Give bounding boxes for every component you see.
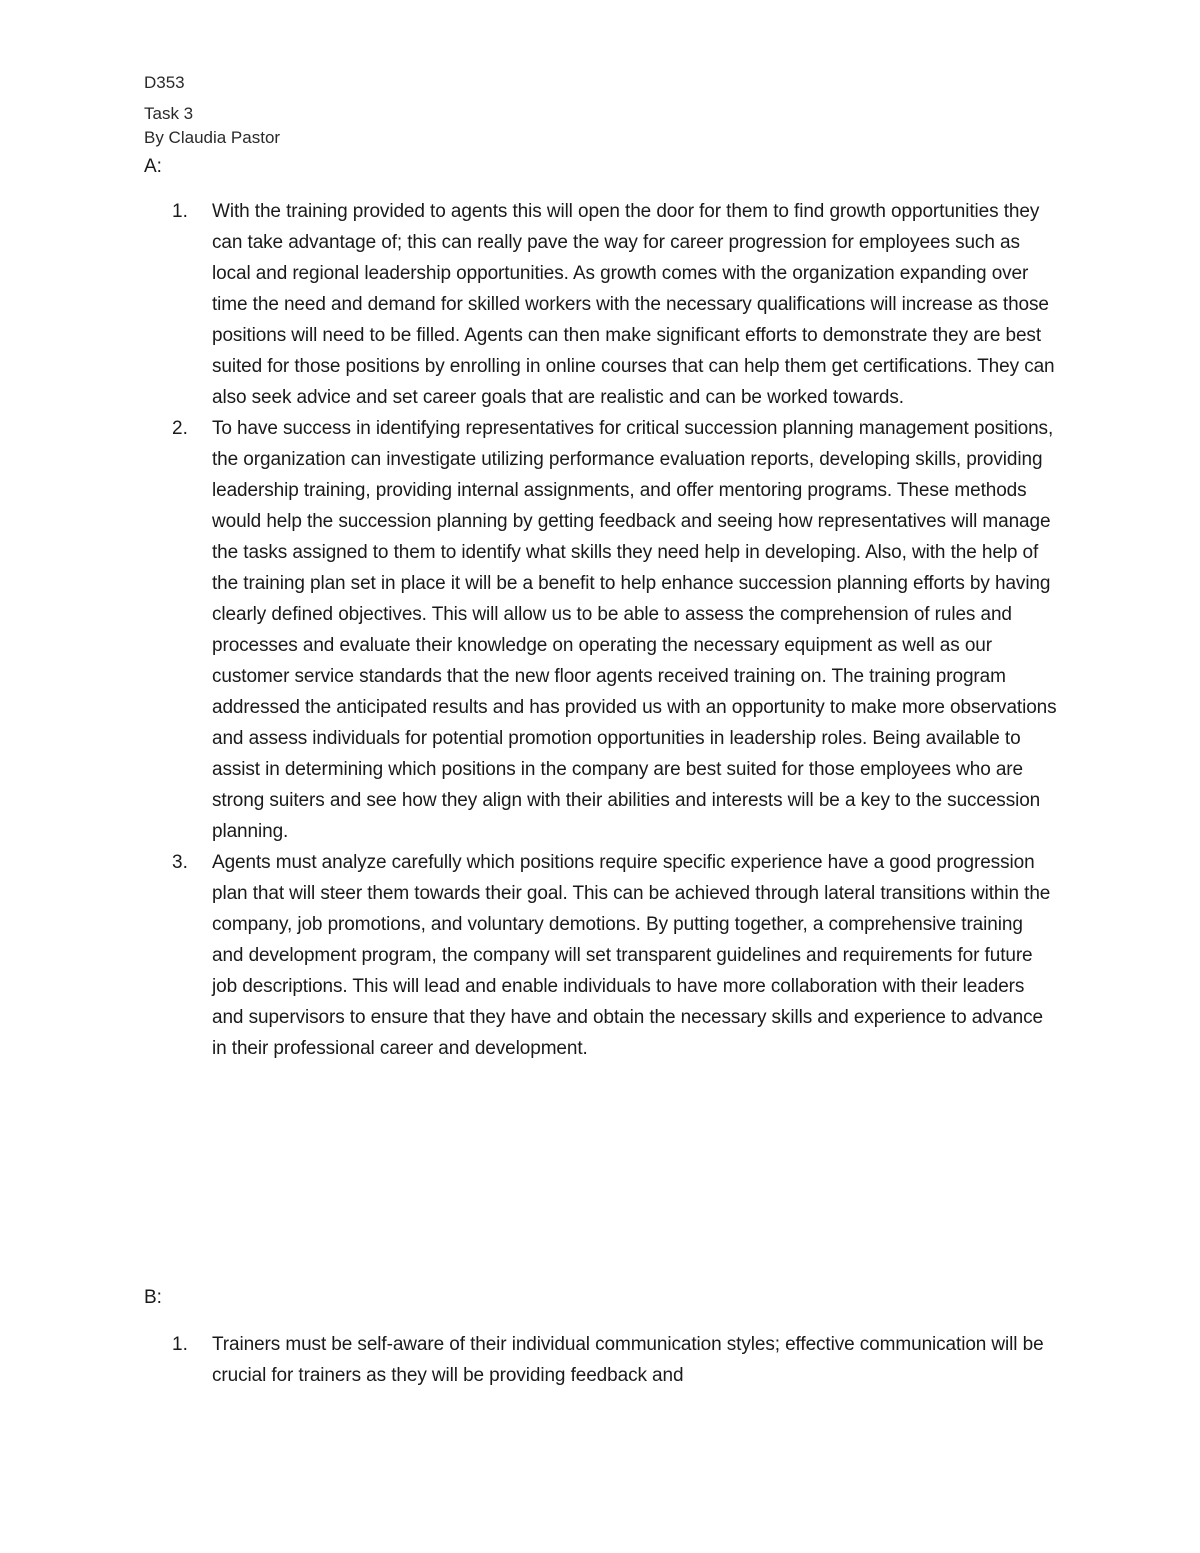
section-a-list [0, 196, 1200, 1064]
list-number: 3. [172, 852, 188, 873]
list-item [0, 413, 1200, 847]
section-b-list [0, 1329, 1200, 1391]
list-text: To have success in identifying representatives for critical succession planning management positions, the organization can investigate utilizing performance evaluation reports, developing skills, providing leadership training, providing internal assignments, and offer mentoring programs. These methods would help the succession planning by getting feedback and seeing how representatives will manage the tasks assigned to them to identify what skills they need help in developing. Also, with the help of the training plan set in place it will be a benefit to help enhance succession planning efforts by having clearly defined objectives. This will allow us to be able to assess the comprehension of rules and processes and evaluate their knowledge on operating the necessary equipment as well as our customer service standards that the new floor agents received training on. The training program addressed the anticipated results and has provided us with an opportunity to make more observations and assess individuals for potential promotion opportunities in leadership roles. Being available to assist in determining which positions in the company are best suited for those employees who are strong suiters and see how they align with their abilities and interests will be a key to the succession planning. [212, 418, 1057, 842]
list-text: Trainers must be self-aware of their individual communication styles; effective communication will be crucial for trainers as they will be providing feedback and [212, 1334, 1044, 1386]
section-a-label: A: [144, 156, 162, 177]
list-number: 1. [172, 201, 188, 222]
course-code: D353 [144, 73, 185, 92]
list-text: Agents must analyze carefully which positions require specific experience have a good progression plan that will steer them towards their goal. This can be achieved through lateral transitions within the company, job promotions, and voluntary demotions. By putting together, a comprehensive training and development program, the company will set transparent guidelines and requirements for future job descriptions. This will lead and enable individuals to have more collaboration with their leaders and supervisors to ensure that they have and obtain the necessary skills and experience to advance in their professional career and development. [212, 852, 1051, 1059]
list-item [0, 196, 1200, 413]
list-text: With the training provided to agents this will open the door for them to find growth opportunities they can take advantage of; this can really pave the way for career progression for employees such as local and regional leadership opportunities. As growth comes with the organization expanding over time the need and demand for skilled workers with the necessary qualifications will increase as those positions will need to be filled. Agents can then make significant efforts to demonstrate they are best suited for those positions by enrolling in online courses that can help them get certifications. They can also seek advice and set career goals that are realistic and can be worked towards. [212, 201, 1055, 408]
author-line: By Claudia Pastor [144, 128, 281, 147]
list-number: 2. [172, 418, 188, 439]
list-number: 1. [172, 1334, 188, 1355]
list-item [0, 847, 1200, 1064]
section-b-label: B: [144, 1287, 162, 1308]
task-title: Task 3 [144, 104, 194, 123]
list-item [0, 1329, 1200, 1391]
